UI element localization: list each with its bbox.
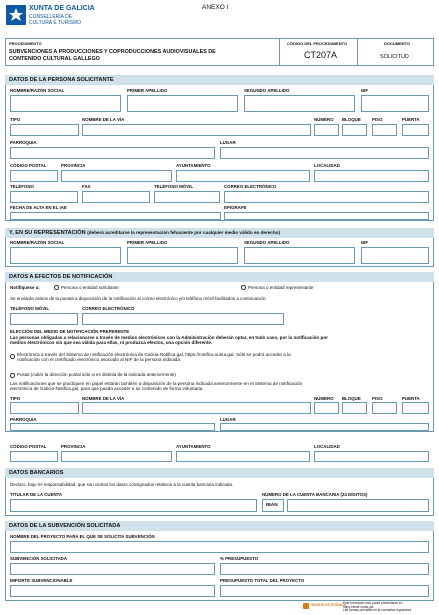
eleccion-title: ELECCIÓN DEL MEDIO DE NOTIFICACIÓN PREFERENTE <box>10 329 130 334</box>
label-bloque: BLOQUE <box>342 117 361 122</box>
epigrafe-field[interactable] <box>224 212 429 220</box>
correo-field[interactable] <box>224 191 429 203</box>
label-segundo-apellido: SEGUNDO APELLIDO <box>244 88 290 93</box>
lugar-field[interactable] <box>220 147 429 159</box>
label-n-nombre-via: NOMBRE DE LA VÍA <box>82 396 125 401</box>
procedure-code: CT207A <box>304 50 338 60</box>
provincia-field[interactable] <box>61 170 172 182</box>
label-piso: PISO <box>372 117 383 122</box>
n-lugar-field[interactable] <box>220 423 429 431</box>
radio-electronica[interactable] <box>10 354 15 359</box>
numero-field[interactable] <box>314 124 339 136</box>
titular-field[interactable] <box>10 499 257 512</box>
label-n-tipo: TIPO <box>10 396 21 401</box>
label-nombre-proyecto: NOMBRE DEL PROYECTO PARA EL QUE SE SOLICITA SUBVENCIÓN <box>10 534 155 539</box>
solicitada-field[interactable] <box>10 563 215 575</box>
label-localidad: LOCALIDAD <box>314 163 340 168</box>
electronica-text <box>17 352 432 363</box>
segundo-apellido-field[interactable] <box>244 95 355 112</box>
document-label: DOCUMENTO <box>384 41 411 46</box>
logo-subtitle-1: CONSELLERÍA DE <box>29 14 73 20</box>
label-n-numero: NÚMERO <box>314 396 334 401</box>
label-n-bloque: BLOQUE <box>342 396 361 401</box>
notif-correo-field[interactable] <box>82 313 284 325</box>
iban-label: IBAN <box>266 503 278 508</box>
papel-line-1: Las notificaciones que se practiquen en papel estarán también a disposición de la persona indicada anteriormente en el Sistema de notificación <box>10 381 303 386</box>
document-type: SOLICITUD <box>380 54 409 60</box>
sede-label: SEDE ELECTRÓNICA <box>311 603 346 607</box>
papel-text <box>10 381 432 392</box>
label-n-localidad: LOCALIDAD <box>314 444 340 449</box>
label-cp: CÓDIGO POSTAL <box>10 163 47 168</box>
primer-apellido-field[interactable] <box>127 95 238 112</box>
presupuesto-total-field[interactable] <box>220 585 429 597</box>
section-title: DATOS DE LA PERSONA SOLICITANTE <box>5 75 434 85</box>
n-bloque-field[interactable] <box>342 402 367 414</box>
procedure-code-label: CÓDIGO DEL PROCEDIMIENTO <box>287 41 348 46</box>
rep-nombre-field[interactable] <box>10 247 121 264</box>
procedure-label: PROCEDIMENTO <box>9 41 42 46</box>
radio-representante-label: Persona o entidad representante <box>248 285 314 290</box>
logo-subtitle-2: CULTURA E TURISMO <box>29 20 82 26</box>
label-tipo: TIPO <box>10 117 21 122</box>
label-solicitada: SUBVENCIÓN SOLICITADA <box>10 556 67 561</box>
rep-primer-field[interactable] <box>127 247 238 264</box>
rep-nif-field[interactable] <box>361 247 429 264</box>
declaro-text: Declaro, bajo mi responsabilidad, que son ciertos los datos consignados relativos a la cuenta bancaria indicada. <box>10 482 234 487</box>
label-provincia: PROVINCIA <box>61 163 86 168</box>
label-n-puerta: PUERTA <box>402 396 420 401</box>
electronica-line-1: Electrónica a través del Sistema de notificación electrónica de Galicia-Notifica.gal, https://notifica.xunta.gal. Sólo se podrá acceder a la <box>17 352 291 357</box>
notif-movil-field[interactable] <box>10 313 78 325</box>
section-title: DATOS BANCARIOS <box>5 468 434 478</box>
section-title: DATOS A EFECTOS DE NOTIFICACIÓN <box>5 272 434 282</box>
n-tipo-field[interactable] <box>10 402 79 414</box>
footer-note-1: Este formulario sólo podrá presentarse en <box>343 601 403 605</box>
electronica-line-2: notificación con el certificado electrónico asociado al NIF de la persona indicada. <box>17 357 182 363</box>
piso-field[interactable] <box>372 124 397 136</box>
label-movil: TELÉFONO MÓVIL <box>154 184 194 189</box>
rep-segundo-field[interactable] <box>244 247 355 264</box>
bloque-field[interactable] <box>342 124 367 136</box>
puerta-field[interactable] <box>402 124 429 136</box>
papel-line-2: electrónica de Galicia-Notifica.gal, para que pueda acceder a su contenido de forma voluntaria. <box>10 386 204 392</box>
fax-field[interactable] <box>82 191 150 203</box>
parroquia-field[interactable] <box>10 147 215 159</box>
representacion-title: Y, EN SU REPRESENTACIÓN <box>9 230 86 236</box>
label-notif-movil: TELÉFONO MÓVIL <box>10 306 50 311</box>
radio-postal[interactable] <box>10 373 15 378</box>
label-lugar: LUGAR <box>220 140 236 145</box>
label-n-parroquia: PARROQUIA <box>10 417 37 422</box>
label-numero: NÚMERO <box>314 117 334 122</box>
n-cp-field[interactable] <box>10 451 58 462</box>
radio-solicitante-label: Persona o entidad solicitante <box>61 285 119 290</box>
label-rep-nif: NIF <box>361 240 369 245</box>
movil-field[interactable] <box>154 191 220 203</box>
n-nombre-via-field[interactable] <box>82 402 311 414</box>
obligadas-line-1: Las personas obligadas a relacionarse a través de medios electrónicos con la Administración deberán optar, en todo caso, por la notificación por <box>10 335 328 340</box>
label-fax: FAX <box>82 184 91 189</box>
fecha-iae-field[interactable] <box>10 212 221 220</box>
label-nombre-via: NOMBRE DE LA VÍA <box>82 117 125 122</box>
label-n-provincia: PROVINCIA <box>61 444 86 449</box>
nombre-proyecto-field[interactable] <box>10 541 429 553</box>
n-parroquia-field[interactable] <box>10 423 215 431</box>
tipo-field[interactable] <box>10 124 79 136</box>
obligadas-text <box>10 335 432 346</box>
label-epigrafe: EPÍGRAFE <box>224 205 247 210</box>
label-pct: % PRESUPUESTO <box>220 556 259 561</box>
label-titular: TITULAR DE LA CUENTA <box>10 492 63 497</box>
radio-solicitante[interactable] <box>54 285 59 290</box>
nif-field[interactable] <box>361 95 429 112</box>
label-telefono: TELÉFONO <box>10 184 34 189</box>
n-provincia-field[interactable] <box>61 451 172 462</box>
label-n-lugar: LUGAR <box>220 417 236 422</box>
section-title <box>5 228 434 238</box>
n-ayuntamiento-field[interactable] <box>176 451 310 462</box>
footer-note <box>343 602 411 613</box>
radio-representante[interactable] <box>241 285 246 290</box>
pct-field[interactable] <box>220 563 429 575</box>
notifiquese-label: Notifíquese a: <box>10 285 40 290</box>
label-nif: NIF <box>361 88 369 93</box>
annex-label: ANEXO I <box>202 4 229 11</box>
procedure-title-2: CONTENIDO CULTURAL GALLEGO <box>9 56 100 62</box>
label-presupuesto-total: PRESUPUESTO TOTAL DEL PROYECTO <box>220 578 305 583</box>
n-localidad-field[interactable] <box>314 451 429 462</box>
logo-title: XUNTA DE GALICIA <box>29 5 95 12</box>
footer-note-3: Las formas previstas en la normativa reguladora <box>343 608 412 613</box>
sede-icon <box>303 603 309 609</box>
label-rep-nombre: NOMBRE/RAZÓN SOCIAL <box>10 240 65 245</box>
importe-field[interactable] <box>10 585 215 597</box>
footer-note-2: https://sede.xunta.gal <box>343 604 374 609</box>
xunta-logo-icon <box>6 5 26 25</box>
label-numero-cuenta: NÚMERO DE LA CUENTA BANCARIA (24 DÍGITOS) <box>262 492 368 497</box>
label-importe: IMPORTE SUBVENCIONABLE <box>10 578 73 583</box>
cp-field[interactable] <box>10 170 58 182</box>
label-ayuntamiento: AYUNTAMIENTO <box>176 163 211 168</box>
numero-cuenta-field[interactable] <box>287 499 429 512</box>
procedure-title-1: SUBVENCIONES A PRODUCCIONES Y COPRODUCCIONES AUDIOVISUALES DE <box>9 49 216 55</box>
representacion-note: (deberá acreditarse la representación fehaciente por cualquier medio válido en derecho) <box>87 230 280 235</box>
label-nombre: NOMBRE/RAZÓN SOCIAL <box>10 88 65 93</box>
ayuntamiento-field[interactable] <box>176 170 310 182</box>
label-n-ayuntamiento: AYUNTAMIENTO <box>176 444 211 449</box>
section-title: DATOS DE LA SUBVENCIÓN SOLICITADA <box>5 521 434 531</box>
label-correo: CORREO ELECTRÓNICO <box>224 184 277 189</box>
label-rep-primer: PRIMER APELLIDO <box>127 240 168 245</box>
obligadas-line-2: medios electrónicos sin que sea válida para ellas, ni produzca efectos, una opción diferente. <box>10 340 213 346</box>
localidad-field[interactable] <box>314 170 429 182</box>
label-n-piso: PISO <box>372 396 383 401</box>
label-parroquia: PARROQUIA <box>10 140 37 145</box>
nombre-field[interactable] <box>10 95 121 112</box>
label-fecha-iae: FECHA DE ALTA EN EL IAE <box>10 205 67 210</box>
label-primer-apellido: PRIMER APELLIDO <box>127 88 168 93</box>
nombre-via-field[interactable] <box>82 124 311 136</box>
avisos-text: Se enviarán avisos de la puesta a disposición de la notificación al correo electrónico y/o teléfono móvil facilitados a continuación: <box>10 296 267 301</box>
n-numero-field[interactable] <box>314 402 339 414</box>
label-rep-segundo: SEGUNDO APELLIDO <box>244 240 290 245</box>
n-puerta-field[interactable] <box>402 402 429 414</box>
telefono-field[interactable] <box>10 191 78 203</box>
n-piso-field[interactable] <box>372 402 397 414</box>
label-n-cp: CÓDIGO POSTAL <box>10 444 47 449</box>
label-puerta: PUERTA <box>402 117 420 122</box>
label-notif-correo: CORREO ELECTRÓNICO <box>82 306 135 311</box>
postal-text: Postal (cubrir la dirección postal sólo si es distinta de la indicada anteriormente) <box>17 372 176 377</box>
